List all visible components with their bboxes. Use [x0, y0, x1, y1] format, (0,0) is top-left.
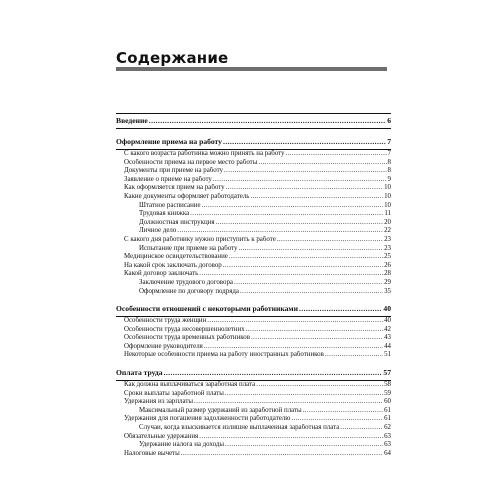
dot-leader — [246, 326, 383, 335]
toc-page-number: 9 — [387, 175, 391, 183]
title-rule — [116, 67, 387, 71]
toc-page-number: 63 — [384, 441, 391, 449]
dot-leader — [190, 210, 383, 219]
dot-leader — [225, 441, 383, 450]
toc-entry[interactable] — [116, 279, 391, 288]
toc-entry[interactable] — [116, 407, 391, 416]
dot-leader — [238, 245, 383, 254]
toc-entry[interactable] — [116, 176, 391, 185]
toc-page-number: 61 — [384, 406, 391, 414]
toc-page-number: 40 — [384, 317, 391, 325]
dot-leader — [199, 270, 383, 279]
dot-leader — [251, 334, 383, 343]
toc-page-number: 57 — [383, 368, 391, 378]
toc-entry[interactable] — [116, 381, 391, 390]
toc-entry-title: Максимальный размер удержаний из заработной платы — [139, 406, 302, 414]
dot-leader — [207, 317, 383, 326]
toc-page-number: 64 — [384, 449, 391, 457]
toc-entry[interactable] — [116, 390, 391, 399]
toc-entry-title: Штатное расписание — [139, 201, 201, 209]
toc-entry[interactable] — [116, 184, 391, 193]
toc-section[interactable] — [116, 135, 391, 150]
dot-leader — [223, 135, 386, 149]
dot-leader — [226, 184, 384, 193]
toc-page-number: 44 — [384, 342, 391, 350]
dot-leader — [325, 351, 383, 360]
toc-entry[interactable] — [116, 450, 391, 459]
dot-leader — [277, 236, 383, 245]
toc-entry[interactable] — [116, 317, 391, 326]
toc-entry-title: Как должна выплачиваться заработная плата — [124, 381, 256, 389]
toc-page-number: 11 — [384, 210, 391, 218]
toc-page-number: 60 — [384, 398, 391, 406]
dot-leader — [340, 424, 383, 433]
toc-entry-title: Заключение трудового договора — [139, 278, 233, 286]
toc-section-title: Особенности отношений с некоторыми работниками — [116, 304, 298, 314]
toc-entry[interactable] — [116, 236, 391, 245]
toc-entry[interactable] — [116, 441, 391, 450]
toc-entry-title: Документы при приеме на работу — [124, 167, 223, 175]
toc-entry-title: Удержание налога на доходы — [139, 441, 225, 449]
toc-page-number: 51 — [384, 351, 391, 359]
toc-entry[interactable] — [116, 245, 391, 254]
toc-entry-title: Сроки выплаты заработной платы — [124, 389, 224, 397]
toc-page-number: 62 — [384, 424, 391, 432]
toc-entry[interactable] — [116, 150, 391, 159]
toc-entry-title: Удержания из зарплаты — [124, 398, 194, 406]
toc-page-number: 42 — [384, 325, 391, 333]
dot-leader — [194, 398, 383, 407]
dot-leader — [299, 302, 382, 316]
toc-entry[interactable] — [116, 415, 391, 424]
toc-page-number: 28 — [384, 270, 391, 278]
dot-leader — [303, 407, 383, 416]
toc-entry[interactable] — [116, 253, 391, 262]
toc-entry[interactable] — [116, 167, 391, 176]
toc-entry-title: Случаи, когда взыскивается излишне выплаченная заработная плата — [139, 424, 340, 432]
toc-page-number: 23 — [384, 235, 391, 243]
toc-entry-title: Удержания для погашения задолженности работодателю — [124, 415, 291, 423]
toc-page-number: 26 — [384, 261, 391, 269]
toc-entry-title: Налоговые вычеты — [124, 449, 180, 457]
toc-entry-title: Какие документы оформляет работодатель — [124, 192, 250, 200]
toc-section-title: Оплата труда — [116, 368, 163, 378]
toc-page-number: 61 — [384, 415, 391, 423]
toc-page-number: 7 — [387, 137, 391, 146]
toc-entry-title: Медицинское освидетельствование — [124, 253, 228, 261]
toc-section-title: Оформление приема на работу — [116, 137, 222, 146]
toc-page-number: 7 — [387, 150, 391, 157]
dot-leader — [216, 219, 384, 228]
toc-page-number: 29 — [384, 278, 391, 286]
toc-entry[interactable] — [116, 398, 391, 407]
dot-leader — [229, 253, 383, 262]
toc-page-number: 35 — [384, 287, 391, 295]
toc-page-number: 10 — [384, 192, 391, 200]
toc-entry-title: Трудовая книжка — [139, 210, 190, 218]
toc-section[interactable] — [116, 302, 391, 317]
dot-leader — [223, 262, 383, 271]
toc-entry[interactable] — [116, 210, 391, 219]
toc-entry[interactable] — [116, 193, 391, 202]
toc-entry-title: Какой договор заключать — [124, 270, 199, 278]
toc-entry[interactable] — [116, 288, 391, 297]
dot-leader — [225, 390, 383, 399]
toc-entry[interactable] — [116, 227, 391, 236]
toc-page-number: 63 — [384, 432, 391, 440]
dot-leader — [291, 415, 383, 424]
toc-entry[interactable] — [116, 433, 391, 442]
toc-entry-title: Обязательные удержания — [124, 432, 199, 440]
dot-leader — [149, 114, 386, 128]
dot-leader — [177, 227, 383, 236]
toc-entry[interactable] — [116, 270, 391, 279]
table-of-contents — [116, 113, 391, 458]
toc-section[interactable] — [116, 113, 391, 129]
toc-page-number: 8 — [387, 167, 391, 175]
toc-entry[interactable] — [116, 351, 391, 360]
dot-leader — [250, 193, 383, 202]
toc-section-title: Введение — [116, 116, 148, 125]
toc-entry-title: Некоторые особенности приема на работу иностранных работников — [124, 351, 324, 359]
toc-entry[interactable] — [116, 159, 391, 168]
toc-page-number: 8 — [387, 158, 391, 166]
dot-leader — [285, 150, 386, 159]
toc-entry[interactable] — [116, 219, 391, 228]
dot-leader — [199, 433, 383, 442]
toc-entry-title: Оформление руководителя — [124, 342, 203, 350]
toc-entry-title: Особенности труда несовершеннолетних — [124, 325, 245, 333]
toc-page-number: 6 — [387, 116, 391, 125]
toc-entry[interactable] — [116, 202, 391, 211]
toc-entry[interactable] — [116, 343, 391, 352]
toc-entry-title: Личное дело — [139, 227, 177, 235]
toc-page-number: 10 — [384, 184, 391, 192]
toc-page-number: 22 — [384, 227, 391, 235]
toc-page-number: 10 — [384, 201, 391, 209]
toc-section[interactable] — [116, 366, 391, 381]
dot-leader — [202, 202, 384, 211]
toc-entry[interactable] — [116, 326, 391, 335]
toc-entry-title: Оформление по договору подряда — [139, 287, 239, 295]
dot-leader — [164, 366, 383, 380]
toc-entry-title: Испытание при приеме на работу — [139, 244, 238, 252]
dot-leader — [258, 159, 386, 168]
toc-page-number: 25 — [384, 253, 391, 261]
toc-page-number: 58 — [384, 381, 391, 389]
dot-leader — [240, 288, 383, 297]
toc-entry-title: Особенности труда женщин — [124, 317, 207, 325]
toc-entry-title: На какой срок заключать договор — [124, 261, 222, 269]
toc-entry[interactable] — [116, 334, 391, 343]
dot-leader — [204, 343, 383, 352]
toc-entry-title: Заявление о приеме на работу — [124, 175, 212, 183]
dot-leader — [256, 381, 383, 390]
toc-entry-title: Особенности труда временных работников — [124, 334, 250, 342]
toc-page-number: 20 — [384, 218, 391, 226]
toc-entry[interactable] — [116, 262, 391, 271]
toc-entry-title: Как оформляется прием на работу — [124, 184, 225, 192]
page-title: Содержание — [116, 49, 229, 67]
toc-page-number: 59 — [384, 389, 391, 397]
toc-entry-title: Должностная инструкция — [139, 218, 215, 226]
toc-entry-title: С какого возраста работника можно принять на работу — [124, 150, 285, 157]
toc-entry[interactable] — [116, 424, 391, 433]
dot-leader — [213, 176, 387, 185]
toc-page-number: 43 — [384, 334, 391, 342]
toc-entry-title: Особенности приема на первое место работы — [124, 158, 258, 166]
dot-leader — [234, 279, 383, 288]
toc-page-number: 40 — [383, 304, 391, 314]
dot-leader — [181, 450, 383, 459]
dot-leader — [224, 167, 387, 176]
toc-page-number: 23 — [384, 244, 391, 252]
toc-entry-title: С какого дня работнику нужно приступить к работе — [124, 235, 276, 243]
